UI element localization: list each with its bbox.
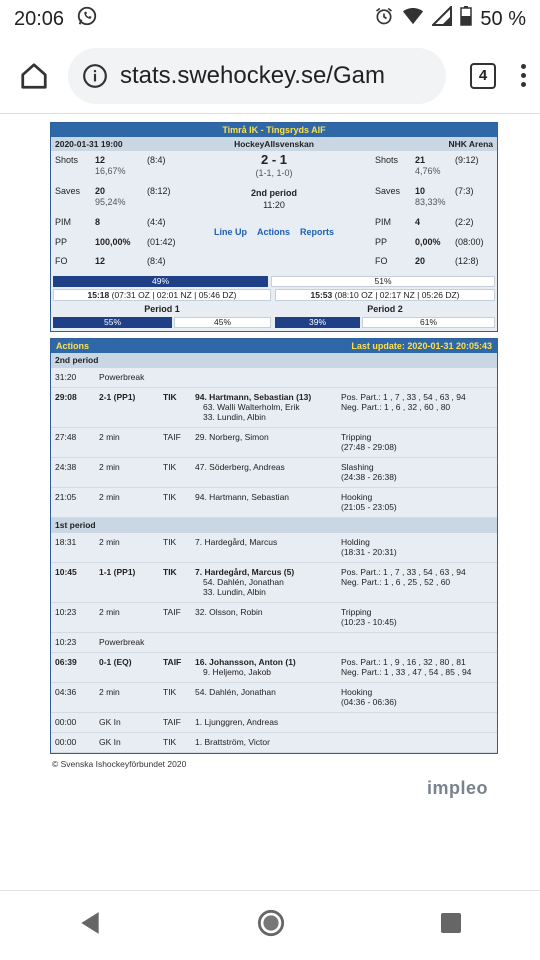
action-type: 2 min: [99, 492, 120, 502]
toi-main: 15:53: [310, 290, 333, 300]
action-time: 29:08: [55, 392, 77, 402]
period-1-label: Period 1: [144, 304, 180, 314]
action-info: Slashing: [341, 462, 374, 472]
stat-value: 0,00%: [415, 237, 441, 247]
action-player: 7. Hardegård, Marcus: [195, 537, 278, 547]
game-clock: 11:20: [263, 200, 285, 210]
action-row: [51, 683, 497, 713]
stat-value: 100,00%: [95, 237, 131, 247]
stat-value: 21: [415, 155, 426, 165]
stat-detail: (2:2): [455, 217, 474, 227]
overflow-menu-button[interactable]: [518, 64, 528, 87]
stat-detail: (4:4): [147, 217, 166, 227]
actions-list: [51, 353, 497, 753]
toi-main: 15:18: [87, 290, 110, 300]
action-team: TIK: [163, 392, 177, 402]
action-player: 16. Johansson, Anton (1): [195, 657, 296, 667]
action-type: 1-1 (PP1): [99, 567, 136, 577]
recents-button[interactable]: [439, 911, 463, 940]
action-info: Tripping: [341, 432, 372, 442]
action-team: TIK: [163, 537, 177, 547]
action-info: Hooking: [341, 492, 373, 502]
stat-value: 4: [415, 217, 421, 227]
action-info: (27:48 - 29:08): [341, 442, 397, 452]
action-info: Hooking: [341, 687, 373, 697]
action-team: TIK: [163, 462, 177, 472]
address-bar[interactable]: [68, 48, 446, 104]
home-icon: [19, 61, 49, 91]
action-time: 18:31: [55, 537, 77, 547]
action-type: Powerbreak: [99, 637, 145, 647]
dot-icon: [521, 73, 526, 78]
game-summary-panel: [50, 122, 498, 332]
stat-sub: 16,67%: [95, 166, 126, 176]
action-player: 47. Söderberg, Andreas: [195, 462, 285, 472]
action-row: [51, 388, 497, 428]
action-info: Neg. Part.: 1 , 6 , 32 , 60 , 80: [341, 402, 451, 412]
stat-label: PP: [375, 237, 388, 247]
action-team: TIK: [163, 737, 177, 747]
stat-label: Shots: [375, 155, 399, 165]
action-type: 2 min: [99, 537, 120, 547]
period-1-home-bar: 55%: [53, 317, 172, 328]
stat-detail: (7:3): [455, 186, 474, 196]
action-player: 7. Hardegård, Marcus (5): [195, 567, 295, 577]
stat-value: 8: [95, 217, 101, 227]
stat-detail: (08:00): [455, 237, 484, 247]
action-row: [51, 533, 497, 563]
action-type: GK In: [99, 717, 121, 727]
stat-detail: (8:12): [147, 186, 171, 196]
stat-label: Saves: [375, 186, 401, 196]
action-type: 2 min: [99, 462, 120, 472]
stat-sub: 83,33%: [415, 197, 446, 207]
dot-icon: [521, 82, 526, 87]
stat-detail: (8:4): [147, 155, 166, 165]
action-info: Neg. Part.: 1 , 33 , 47 , 54 , 85 , 94: [341, 667, 472, 677]
stat-value: 20: [415, 256, 426, 266]
action-info: Tripping: [341, 607, 372, 617]
action-time: 21:05: [55, 492, 77, 502]
url-text: stats.swehockey.se/Gam: [120, 61, 385, 89]
stats-grid: [51, 151, 497, 275]
action-type: 2 min: [99, 687, 120, 697]
stat-label: PP: [55, 237, 68, 247]
browser-toolbar: [0, 38, 540, 114]
tab-switcher-button[interactable]: 4: [470, 63, 496, 89]
action-time: 10:23: [55, 637, 77, 647]
league-name: HockeyAllsvenskan: [234, 139, 314, 149]
period-2-label: Period 2: [367, 304, 403, 314]
action-team: TIK: [163, 687, 177, 697]
action-assist: 33. Lundin, Albin: [203, 587, 266, 597]
actions-header: [51, 339, 497, 353]
back-icon: [77, 910, 103, 936]
battery-level: 50 %: [480, 7, 526, 30]
status-time: 20:06: [14, 7, 65, 30]
signal-icon: [432, 6, 452, 32]
stat-value: 12: [95, 256, 106, 266]
dot-icon: [521, 64, 526, 69]
status-bar: [0, 0, 540, 38]
period-header: 1st period: [51, 518, 497, 533]
toi-detail: (08:10 OZ | 02:17 NZ | 05:26 DZ): [334, 290, 460, 300]
action-row: [51, 713, 497, 733]
square-recents-icon: [439, 911, 463, 935]
action-info: Neg. Part.: 1 , 6 , 25 , 52 , 60: [341, 577, 451, 587]
action-time: 10:23: [55, 607, 77, 617]
stat-detail: (8:4): [147, 256, 166, 266]
period-2-away-bar: 61%: [362, 317, 495, 328]
action-info: Holding: [341, 537, 370, 547]
game-title: Timrå IK - Tingsryds AIF: [51, 123, 497, 137]
action-assist: 63. Walli Walterholm, Erik: [203, 402, 300, 412]
action-row: [51, 428, 497, 458]
lineup-link[interactable]: Line Up: [213, 227, 247, 237]
stat-detail: (12:8): [455, 256, 479, 266]
possession-home-bar: 49%: [53, 276, 268, 287]
stat-value: 20: [95, 186, 106, 196]
action-time: 00:00: [55, 717, 77, 727]
period-1-away-bar: 45%: [174, 317, 271, 328]
action-type: Powerbreak: [99, 372, 145, 382]
action-info: (10:23 - 10:45): [341, 617, 397, 627]
action-row: [51, 368, 497, 388]
info-icon: [82, 63, 108, 89]
back-button[interactable]: [77, 910, 103, 941]
stat-label: PIM: [375, 217, 392, 227]
android-nav-bar: [0, 890, 540, 960]
action-assist: 33. Lundin, Albin: [203, 412, 266, 422]
page-content: [0, 115, 540, 891]
stat-sub: 4,76%: [415, 166, 441, 176]
stat-value: 10: [415, 186, 426, 196]
action-type: GK In: [99, 737, 121, 747]
stat-label: Shots: [55, 155, 79, 165]
actions-title: Actions: [56, 341, 90, 351]
period-scores: (1-1, 1-0): [255, 168, 293, 178]
action-row: [51, 488, 497, 518]
action-team: TAIF: [163, 607, 181, 617]
impleo-logo[interactable]: impleo: [426, 778, 488, 798]
action-info: (18:31 - 20:31): [341, 547, 397, 557]
home-nav-button[interactable]: [257, 909, 285, 942]
home-time-on-ice: [53, 289, 271, 301]
action-type: 2-1 (PP1): [99, 392, 136, 402]
action-row: [51, 653, 497, 683]
action-time: 31:20: [55, 372, 77, 382]
action-time: 27:48: [55, 432, 77, 442]
game-datetime: 2020-01-31 19:00: [55, 139, 123, 149]
game-info-row: [51, 137, 497, 151]
action-assist: 9. Heljemo, Jakob: [203, 667, 272, 677]
score: 2 - 1: [260, 152, 287, 167]
action-row: [51, 733, 497, 753]
wifi-icon: [402, 6, 424, 32]
action-info: (04:36 - 06:36): [341, 697, 397, 707]
action-row: [51, 563, 497, 603]
action-time: 10:45: [55, 567, 77, 577]
action-info: Pos. Part.: 1 , 7 , 33 , 54 , 63 , 94: [341, 392, 466, 402]
home-button[interactable]: [12, 54, 56, 98]
stat-label: Saves: [55, 186, 81, 196]
period-status: 2nd period: [250, 188, 297, 198]
action-player: 1. Ljunggren, Andreas: [195, 717, 279, 727]
action-row: [51, 458, 497, 488]
action-info: Pos. Part.: 1 , 7 , 33 , 54 , 63 , 94: [341, 567, 466, 577]
action-player: 94. Hartmann, Sebastian (13): [195, 392, 312, 402]
action-team: TIK: [163, 492, 177, 502]
period-2-home-bar: 39%: [275, 317, 360, 328]
whatsapp-icon: [76, 5, 98, 33]
battery-icon: [460, 6, 472, 32]
action-info: (21:05 - 23:05): [341, 502, 397, 512]
action-type: 2 min: [99, 432, 120, 442]
action-team: TAIF: [163, 432, 181, 442]
action-player: 32. Olsson, Robin: [195, 607, 263, 617]
action-row: [51, 603, 497, 633]
game-links: [200, 227, 348, 237]
action-assist: 54. Dahlén, Jonathan: [203, 577, 284, 587]
action-time: 06:39: [55, 657, 77, 667]
stat-label: FO: [55, 256, 68, 266]
arena-name: NHK Arena: [448, 139, 493, 149]
circle-home-icon: [257, 909, 285, 937]
action-player: 1. Brattström, Victor: [195, 737, 270, 747]
stat-label: FO: [375, 256, 388, 266]
possession-away-bar: 51%: [271, 276, 495, 287]
action-type: 2 min: [99, 607, 120, 617]
action-time: 04:36: [55, 687, 77, 697]
actions-link[interactable]: Actions: [256, 227, 290, 237]
alarm-icon: [374, 6, 394, 32]
action-team: TAIF: [163, 717, 181, 727]
action-time: 00:00: [55, 737, 77, 747]
action-team: TAIF: [163, 657, 182, 667]
action-time: 24:38: [55, 462, 77, 472]
away-time-on-ice: [275, 289, 495, 301]
stat-detail: (9:12): [455, 155, 479, 165]
action-info: (24:38 - 26:38): [341, 472, 397, 482]
reports-link[interactable]: Reports: [300, 227, 335, 237]
possession-area: [51, 275, 497, 331]
action-player: 94. Hartmann, Sebastian: [195, 492, 290, 502]
action-type: 0-1 (EQ): [99, 657, 132, 667]
stat-sub: 95,24%: [95, 197, 126, 207]
action-player: 54. Dahlén, Jonathan: [195, 687, 276, 697]
stat-value: 12: [95, 155, 106, 165]
stat-detail: (01:42): [147, 237, 176, 247]
toi-detail: (07:31 OZ | 02:01 NZ | 05:46 DZ): [111, 290, 237, 300]
actions-panel: [50, 338, 498, 754]
action-row: [51, 633, 497, 653]
action-player: 29. Norberg, Simon: [195, 432, 269, 442]
period-header: 2nd period: [51, 353, 497, 368]
last-update: Last update: 2020-01-31 20:05:43: [351, 341, 492, 351]
action-info: Pos. Part.: 1 , 9 , 16 , 32 , 80 , 81: [341, 657, 466, 667]
copyright: © Svenska Ishockeyförbundet 2020: [52, 759, 187, 769]
action-team: TIK: [163, 567, 177, 577]
stat-label: PIM: [55, 217, 72, 227]
